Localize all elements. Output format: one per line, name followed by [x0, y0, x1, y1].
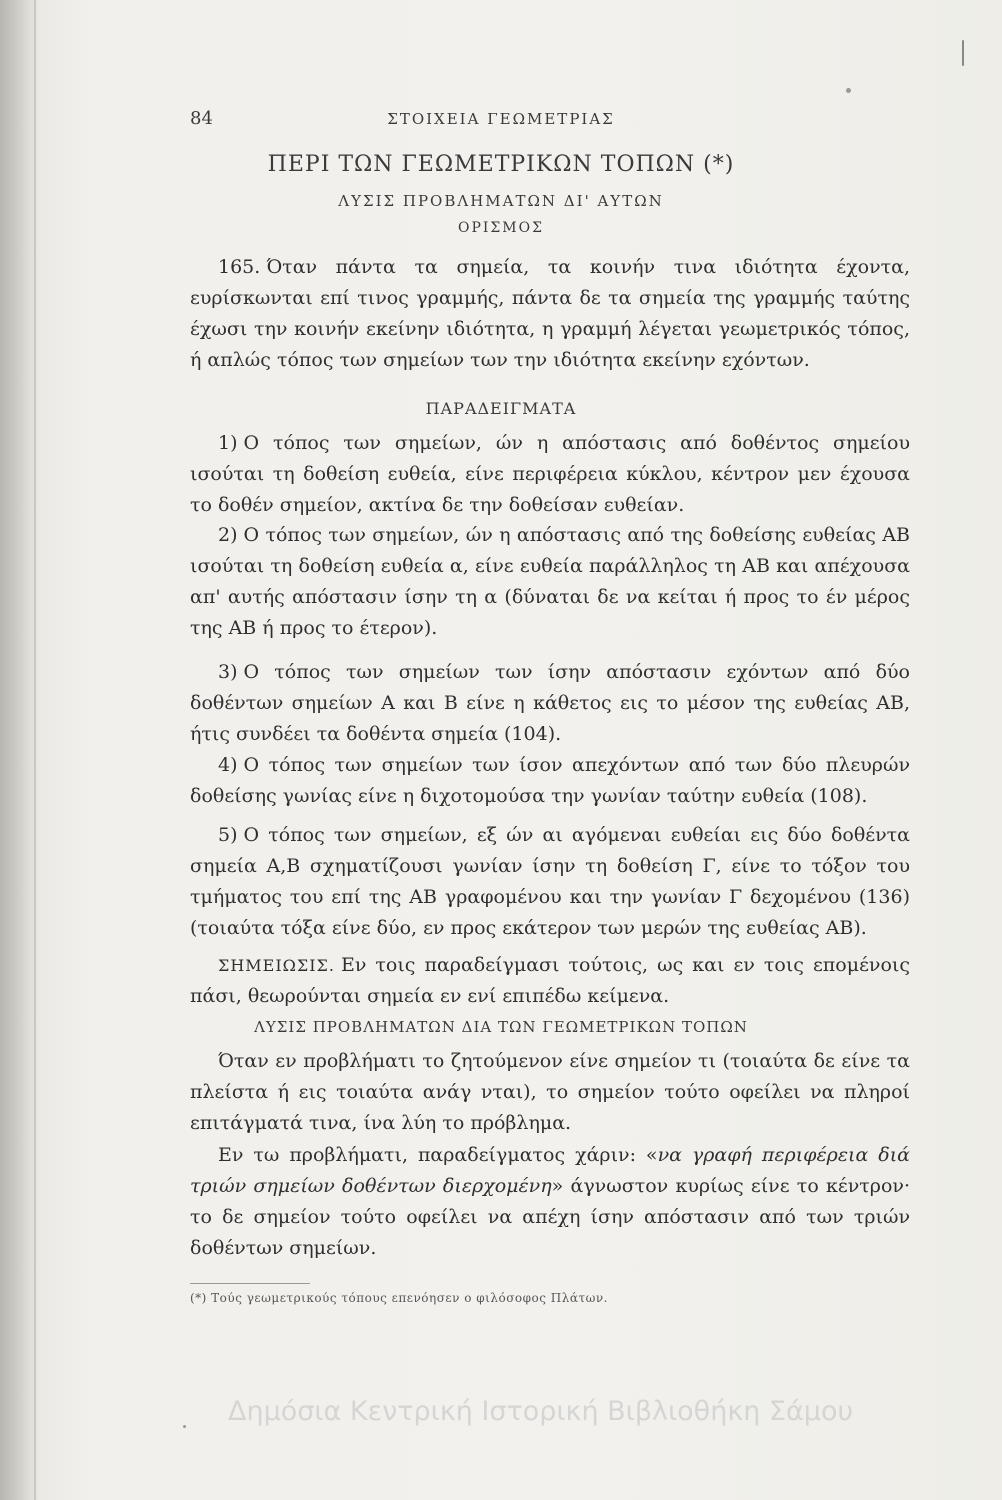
example-text: Ο τόπος των σημείων των ίσον απεχόντων από των δύο πλευρών δοθείσης γωνίας είνε η διχοτομούσα την γωνίαν ταύτην ευθεία (108). — [190, 754, 910, 807]
note-text: Εν τοις παραδείγμασι τούτοις, ως και εν τοις επομένοις πάσι, θεωρούνται σημεία εν ενί επιπέδω κείμενα. — [190, 954, 910, 1007]
example-text: Ο τόπος των σημείων, ών η απόστασις από δοθέντος σημείου ισούται τη δοθείση ευθεία, είνε περιφέρεια κύκλου, κέντρον μεν έχουσα το δοθέν σημείον, ακτίνα δε την δοθείσαν ευθείαν. — [190, 432, 910, 516]
example-paragraph — [190, 520, 910, 644]
solution-text-end: » άγνωστον κυρίως είνε το κέντρον· το δε σημείον τούτο οφείλει να απέχη ίσην απόστασιν από των τριών δοθέντων σημείων. — [190, 1175, 910, 1259]
section-number: 165. — [218, 256, 261, 278]
example-number: 5) — [218, 824, 238, 846]
footnote-rule — [190, 1283, 310, 1284]
solution-text-start: Εν τω προβλήματι, παραδείγματος χάριν: « — [218, 1144, 658, 1166]
note-paragraph — [190, 950, 910, 1012]
definition-text: Όταν πάντα τα σημεία, τα κοινήν τινα ιδιότητα έχοντα, ευρίσκωνται επί τινος γραμμής, πάντα δε τα σημεία της γραμμής ταύτης έχωσι την κοινήν εκείνην ιδιότητα, η γραμμή λέγεται γεωμετρικός τόπος, ή απλώς τόπος των σημείων των την ιδιότητα εκείνην εχόντων. — [190, 256, 910, 371]
chapter-subtitle: ΛΥΣΙΣ ΠΡΟΒΛΗΜΑΤΩΝ ΔΙ' ΑΥΤΩΝ — [338, 192, 664, 210]
example-paragraph — [190, 750, 910, 812]
solution-paragraph — [190, 1140, 910, 1264]
definition-paragraph — [190, 252, 910, 376]
examples-heading: ΠΑΡΑΔΕΙΓΜΑΤΑ — [425, 399, 577, 418]
page-header — [0, 108, 1002, 138]
example-paragraph — [190, 428, 910, 521]
example-text: Ο τόπος των σημείων των ίσην απόστασιν εχόντων από δύο δοθέντων σημείων Α και Β είνε η κάθετος εις το μέσον της ευθείας ΑΒ, ήτις συνδέει τα δοθέντα σημεία (104). — [190, 661, 910, 745]
example-number: 3) — [218, 661, 238, 683]
example-text: Ο τόπος των σημείων, εξ ών αι αγόμεναι ευθείαι εις δύο δοθέντα σημεία Α,Β σχηματίζουσι γωνίαν ίσην τη δοθείση Γ, είνε το τόξον του τμήματος του επί της ΑΒ γραφομένου και την γωνίαν Γ δεχομένου (136) (τοιαύτα τόξα είνε δύο, εν προς εκάτερον των μερών της ευθείας ΑΒ). — [190, 824, 910, 939]
library-watermark: Δημόσια Κεντρική Ιστορική Βιβλιοθήκη Σάμου — [228, 1396, 854, 1427]
example-paragraph — [190, 657, 910, 750]
example-number: 4) — [218, 754, 238, 776]
running-title: ΣΤΟΙΧΕΙΑ ΓΕΩΜΕΤΡΙΑΣ — [387, 110, 615, 128]
example-number: 2) — [218, 524, 238, 546]
paper-speck — [183, 1425, 186, 1428]
definition-heading: ΟΡΙΣΜΟΣ — [457, 220, 545, 236]
note-label: ΣΗΜΕΙΩΣΙΣ. — [218, 956, 335, 975]
solution-text: Όταν εν προβλήματι το ζητούμενον είνε σημείον τι (τοιαύτα δε είνε τα πλείστα ή εις τοιαύτα ανάγ νται), το σημείον τούτο οφείλει να πληροί επιτάγματά τινα, ίνα λύη το πρόβλημα. — [190, 1050, 910, 1134]
solution-paragraph — [190, 1046, 910, 1139]
solution-text-italic: να γραφή περιφέρεια διά τριών σημείων δοθέντων διερχομένη — [190, 1144, 910, 1197]
example-paragraph — [190, 820, 910, 944]
chapter-title: ΠΕΡΙ ΤΩΝ ΓΕΩΜΕΤΡΙΚΩΝ ΤΟΠΩΝ (*) — [267, 152, 735, 177]
paper-speck — [846, 88, 851, 93]
page-number: 84 — [190, 108, 213, 129]
solution-heading: ΛΥΣΙΣ ΠΡΟΒΛΗΜΑΤΩΝ ΔΙΑ ΤΩΝ ΓΕΩΜΕΤΡΙΚΩΝ ΤΟΠΩΝ — [254, 1018, 748, 1036]
example-number: 1) — [218, 432, 238, 454]
footnote: (*) Τούς γεωμετρικούς τόπους επενόησεν ο φιλόσοφος Πλάτων. — [190, 1291, 608, 1305]
paper-mark — [962, 40, 964, 66]
example-text: Ο τόπος των σημείων, ών η απόστασις από της δοθείσης ευθείας ΑΒ ισούται τη δοθείση ευθεία α, είνε ευθεία παράλληλος τη ΑΒ και απέχουσα απ' αυτής απόστασιν ίσην τη α (δύναται δε να κείται ή προς το έν μέρος της ΑΒ ή προς το έτερον). — [190, 524, 910, 639]
